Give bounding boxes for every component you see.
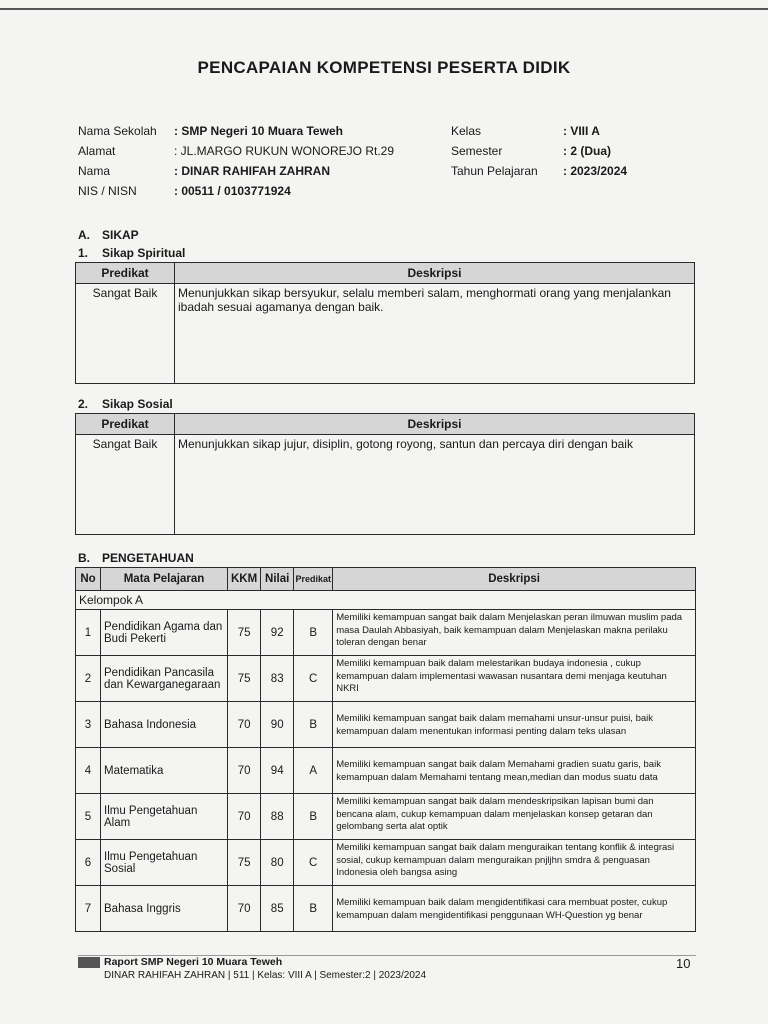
identity-row: [78, 184, 291, 198]
header-mapel: Mata Pelajaran: [101, 568, 228, 591]
row-kkm: 70: [228, 748, 261, 794]
table-header-row: [76, 263, 695, 284]
header-kkm: KKM: [228, 568, 261, 591]
row-mapel: Ilmu Pengetahuan Sosial: [101, 840, 228, 886]
subsection-number: 1.: [78, 246, 89, 260]
section-a-heading: [78, 228, 139, 242]
row-nilai: 83: [261, 656, 294, 702]
identity-row: [451, 124, 600, 138]
row-nilai: 94: [261, 748, 294, 794]
header-predikat: Predikat: [294, 568, 333, 591]
row-kkm: 75: [228, 840, 261, 886]
table-row: [76, 656, 696, 702]
row-deskripsi: Memiliki kemampuan sangat baik dalam Menjelaskan peran ilmuwan muslim pada masa Daulah Abbasiyah, baik kemampuan dalam Menjelaskan makna perilaku toleran dengan benar: [333, 610, 696, 656]
row-deskripsi: Memiliki kemampuan baik dalam melestarikan budaya indonesia , cukup kemampuan dalam implementasi wawasan nusantara demi menjaga keutuhan NKRI: [333, 656, 696, 702]
group-label: Kelompok A: [76, 591, 696, 610]
header-predikat: Predikat: [76, 414, 175, 435]
section-number: B.: [78, 551, 90, 565]
row-mapel: Matematika: [101, 748, 228, 794]
identity-label: Alamat: [78, 144, 116, 158]
identity-value: : 2023/2024: [563, 164, 628, 178]
table-row: [76, 610, 696, 656]
table-row: [76, 284, 695, 384]
header-nilai: Nilai: [261, 568, 294, 591]
predikat-cell: Sangat Baik: [76, 284, 175, 384]
identity-label: Semester: [451, 144, 503, 158]
identity-label: Tahun Pelajaran: [451, 164, 538, 178]
row-nilai: 90: [261, 702, 294, 748]
row-predikat: B: [294, 610, 333, 656]
section-title: SIKAP: [102, 228, 139, 242]
row-kkm: 75: [228, 610, 261, 656]
row-no: 2: [76, 656, 101, 702]
identity-label: NIS / NISN: [78, 184, 137, 198]
subsection-title: Sikap Spiritual: [102, 246, 186, 260]
table-row: [76, 702, 696, 748]
identity-label: Kelas: [451, 124, 482, 138]
spiritual-heading: [78, 246, 185, 260]
deskripsi-cell: Menunjukkan sikap jujur, disiplin, gotong royong, santun dan percaya diri dengan baik: [175, 435, 695, 535]
header-predikat: Predikat: [76, 263, 175, 284]
header-deskripsi: Deskripsi: [333, 568, 696, 591]
row-no: 7: [76, 886, 101, 932]
header-no: No: [76, 568, 101, 591]
deskripsi-cell: Menunjukkan sikap bersyukur, selalu memberi salam, menghormati orang yang menjalankan ibadah sesuai agamanya dengan baik.: [175, 284, 695, 384]
identity-row: [78, 164, 330, 178]
identity-value: : VIII A: [563, 124, 600, 138]
identity-row: [78, 144, 394, 158]
row-mapel: Pendidikan Agama dan Budi Pekerti: [101, 610, 228, 656]
row-kkm: 70: [228, 702, 261, 748]
predikat-cell: Sangat Baik: [76, 435, 175, 535]
identity-value: : JL.MARGO RUKUN WONOREJO Rt.29: [174, 144, 395, 158]
row-predikat: B: [294, 886, 333, 932]
subsection-title: Sikap Sosial: [102, 397, 173, 411]
spiritual-table: [75, 262, 695, 384]
identity-label: Nama Sekolah: [78, 124, 157, 138]
row-kkm: 70: [228, 886, 261, 932]
row-mapel: Pendidikan Pancasila dan Kewarganegaraan: [101, 656, 228, 702]
group-row: [76, 591, 696, 610]
section-title: PENGETAHUAN: [102, 551, 194, 565]
row-predikat: C: [294, 656, 333, 702]
row-predikat: C: [294, 840, 333, 886]
row-nilai: 80: [261, 840, 294, 886]
footer-school: Raport SMP Negeri 10 Muara Teweh: [104, 956, 283, 968]
identity-value: : SMP Negeri 10 Muara Teweh: [174, 124, 343, 138]
row-deskripsi: Memiliki kemampuan baik dalam mengidentifikasi cara membuat poster, cukup kemampuan dalam mengidentifikasi penggunaan WH-Question yg benar: [333, 886, 696, 932]
row-deskripsi: Memiliki kemampuan sangat baik dalam menguraikan tentang konflik & integrasi sosial, cukup kemampuan dalam menguraikan pnjljhn smdra & penguasan Indonesia oleh bangsa asing: [333, 840, 696, 886]
table-header-row: [76, 568, 696, 591]
row-mapel: Ilmu Pengetahuan Alam: [101, 794, 228, 840]
footer-student-info: DINAR RAHIFAH ZAHRAN | 511 | Kelas: VIII A | Semester:2 | 2023/2024: [104, 970, 427, 981]
identity-row: [78, 124, 343, 138]
row-nilai: 92: [261, 610, 294, 656]
identity-value: : 00511 / 0103771924: [174, 184, 291, 198]
identity-row: [451, 164, 627, 178]
header-deskripsi: Deskripsi: [175, 263, 695, 284]
subsection-number: 2.: [78, 397, 89, 411]
row-no: 3: [76, 702, 101, 748]
section-number: A.: [78, 228, 90, 242]
page-number: 10: [676, 956, 691, 971]
row-deskripsi: Memiliki kemampuan sangat baik dalam memahami unsur-unsur puisi, baik kemampuan dalam menentukan informasi penting dalam teks ulasan: [333, 702, 696, 748]
row-no: 1: [76, 610, 101, 656]
row-no: 5: [76, 794, 101, 840]
row-kkm: 70: [228, 794, 261, 840]
row-predikat: B: [294, 702, 333, 748]
section-b-heading: [78, 551, 194, 565]
header-deskripsi: Deskripsi: [175, 414, 695, 435]
row-nilai: 85: [261, 886, 294, 932]
row-predikat: B: [294, 794, 333, 840]
row-predikat: A: [294, 748, 333, 794]
row-nilai: 88: [261, 794, 294, 840]
identity-row: [451, 144, 611, 158]
row-deskripsi: Memiliki kemampuan sangat baik dalam Memahami gradien suatu garis, baik kemampuan dalam Memahami tentang mean,median dan modus suatu data: [333, 748, 696, 794]
table-row: [76, 435, 695, 535]
row-no: 6: [76, 840, 101, 886]
table-row: [76, 840, 696, 886]
identity-label: Nama: [78, 164, 111, 178]
sosial-heading: [78, 397, 173, 411]
row-no: 4: [76, 748, 101, 794]
table-row: [76, 748, 696, 794]
table-row: [76, 794, 696, 840]
footer-logo-mark: [78, 957, 100, 968]
page-title: PENCAPAIAN KOMPETENSI PESERTA DIDIK: [197, 58, 571, 77]
top-border-line: [0, 8, 768, 10]
table-header-row: [76, 414, 695, 435]
row-mapel: Bahasa Indonesia: [101, 702, 228, 748]
identity-value: : 2 (Dua): [563, 144, 611, 158]
row-deskripsi: Memiliki kemampuan sangat baik dalam mendeskripsikan lapisan bumi dan bencana alam, cukup kemampuan dalam menjelaskan konsep getaran dan gelombang serta alat optik: [333, 794, 696, 840]
sosial-table: [75, 413, 695, 535]
row-mapel: Bahasa Inggris: [101, 886, 228, 932]
table-row: [76, 886, 696, 932]
identity-value: : DINAR RAHIFAH ZAHRAN: [174, 164, 330, 178]
pengetahuan-table: [75, 567, 696, 932]
row-kkm: 75: [228, 656, 261, 702]
